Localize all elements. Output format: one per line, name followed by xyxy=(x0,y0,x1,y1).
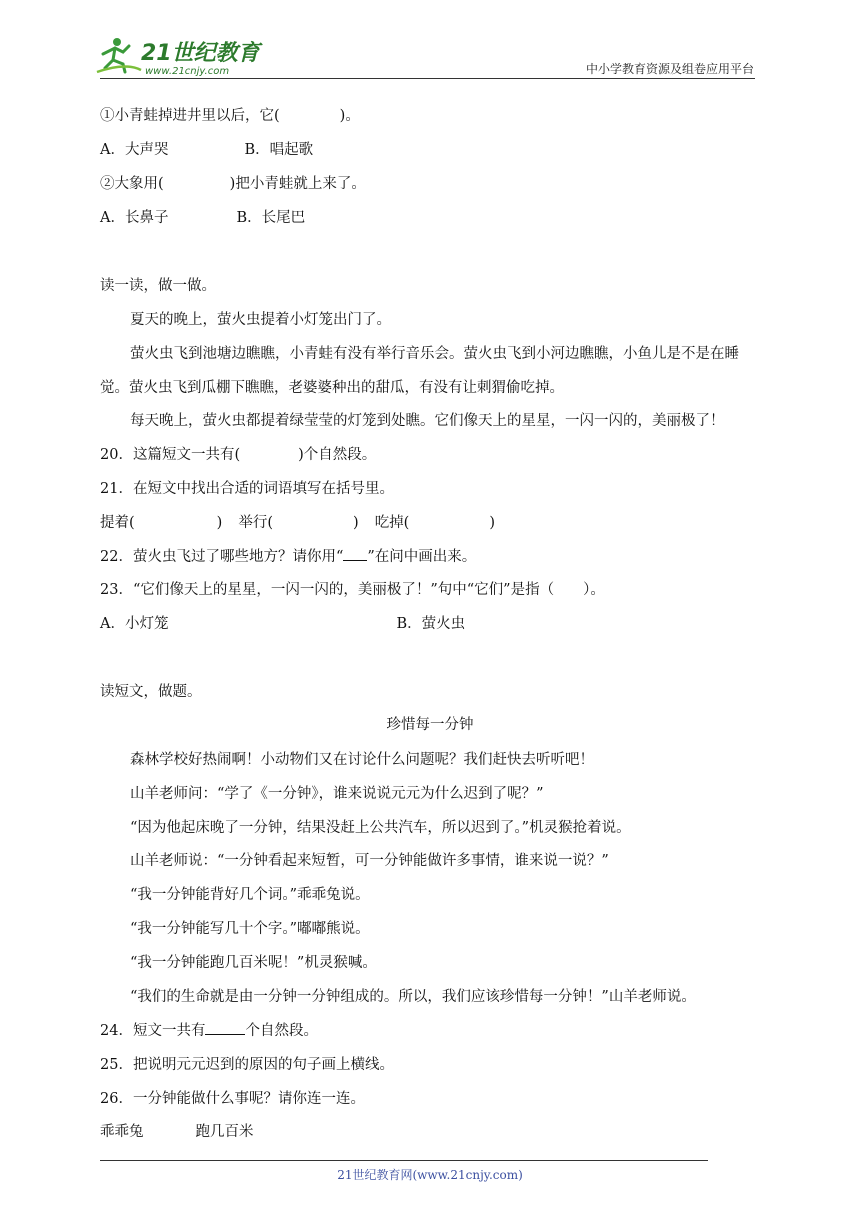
section2-intro: 读一读，做一做。 xyxy=(100,278,216,294)
runner-icon xyxy=(97,38,141,72)
passage3-p7: “我一分钟能跑几百米呢！”机灵猴喊。 xyxy=(130,955,377,971)
passage2-p2a: 萤火虫飞到池塘边瞧瞧，小青蛙有没有举行音乐会。萤火虫飞到小河边瞧瞧，小鱼儿是不是在睡 xyxy=(130,346,739,362)
passage3-p1: 森林学校好热闹啊！小动物们又在讨论什么问题呢？我们赶快去听听吧！ xyxy=(130,752,594,768)
q24-line: 24．短文一共有 个自然段。 xyxy=(100,1023,318,1039)
footer-site: 21世纪教育网(www.21cnjy.com) xyxy=(337,1168,523,1182)
q23-line: 23．“它们像天上的星星，一闪一闪的，美丽极了！”句中“它们”是指（ ）。 xyxy=(100,582,605,598)
section3-intro: 读短文，做题。 xyxy=(100,684,202,700)
passage2-p2b: 觉。萤火虫飞到瓜棚下瞧瞧，老婆婆种出的甜瓜，有没有让刺猬偷吃掉。 xyxy=(100,380,564,396)
passage3-p5: “我一分钟能背好几个词。”乖乖兔说。 xyxy=(130,887,370,903)
q1-options: A．大声哭 B．唱起歌 xyxy=(100,142,314,158)
q2-line: ②大象用( )把小青蛙就上来了。 xyxy=(100,176,366,192)
q22-line: 22．萤火虫飞过了哪些地方？请你用“ ”在问中画出来。 xyxy=(100,549,477,565)
passage2-p3: 每天晚上，萤火虫都提着绿莹莹的灯笼到处瞧。它们像天上的星星，一闪一闪的，美丽极了！ xyxy=(130,413,725,429)
q26-match-row: 乖乖兔 跑几百米 xyxy=(100,1124,254,1140)
passage3-p8: “我们的生命就是由一分钟一分钟组成的。所以，我们应该珍惜每一分钟！”山羊老师说。 xyxy=(130,989,696,1005)
q25-line: 25．把说明元元迟到的原因的句子画上横线。 xyxy=(100,1057,394,1073)
q1-line: ①小青蛙掉进井里以后，它( )。 xyxy=(100,108,360,124)
passage3-p2: 山羊老师问：“学了《一分钟》，谁来说说元元为什么迟到了呢？” xyxy=(130,786,544,802)
passage2-p1: 夏天的晚上，萤火虫提着小灯笼出门了。 xyxy=(130,312,391,328)
passage3-p3: “因为他起床晚了一分钟，结果没赶上公共汽车，所以迟到了。”机灵猴抢着说。 xyxy=(130,820,631,836)
q21-words: 提着( ) 举行( ) 吃掉( ) xyxy=(100,515,496,531)
site-logo xyxy=(95,32,265,78)
q20-line: 20．这篇短文一共有( )个自然段。 xyxy=(100,447,377,463)
header-platform-name: 中小学教育资源及组卷应用平台 xyxy=(585,62,754,76)
svg-text:www.21cnjy.com: www.21cnjy.com xyxy=(145,66,230,77)
header-rule xyxy=(100,78,755,79)
svg-text:21世纪教育: 21世纪教育 xyxy=(141,41,260,66)
passage3-title: 珍惜每一分钟 xyxy=(386,717,474,733)
q2-options: A．长鼻子 B．长尾巴 xyxy=(100,210,306,226)
passage3-p6: “我一分钟能写几十个字。”嘟嘟熊说。 xyxy=(130,921,370,937)
footer-rule xyxy=(100,1160,708,1161)
q21-line: 21．在短文中找出合适的词语填写在括号里。 xyxy=(100,481,394,497)
q23-options: A．小灯笼 B．萤火虫 xyxy=(100,616,466,632)
passage3-p4: 山羊老师说：“一分钟看起来短暂，可一分钟能做许多事情，谁来说一说？” xyxy=(130,853,609,869)
q26-line: 26．一分钟能做什么事呢？请你连一连。 xyxy=(100,1091,365,1107)
